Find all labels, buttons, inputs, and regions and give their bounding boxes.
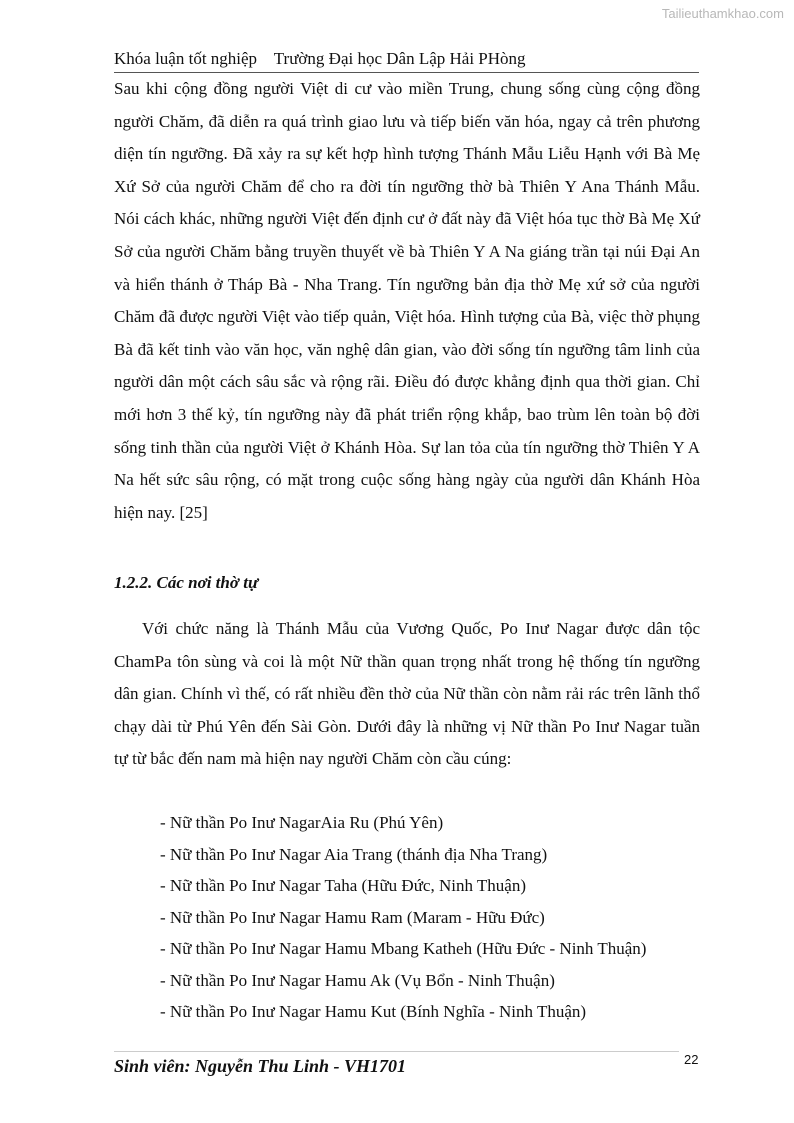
list-item: - Nữ thần Po Inư Nagar Hamu Mbang Katheh (Hữu Đức - Ninh Thuận) (160, 939, 647, 958)
body-paragraph-2: Với chức năng là Thánh Mẫu của Vương Quốc, Po Inư Nagar được dân tộc ChamPa tôn sùng và coi là một Nữ thần quan trọng nhất trong hệ thống tín ngưỡng dân gian. Chính vì thế, có rất nhiều đền thờ của Nữ thần còn nằm rải rác trên lãnh thổ chạy dài từ Phú Yên đến Sài Gòn. Dưới đây là những vị Nữ thần Po Inư Nagar tuần tự từ bắc đến nam mà hiện nay người Chăm còn cầu cúng: (114, 619, 700, 769)
list-item: - Nữ thần Po Inư NagarAia Ru (Phú Yên) (160, 813, 444, 832)
watermark-text: Tailieuthamkhao.com (661, 6, 784, 21)
list-item: - Nữ thần Po Inư Nagar Aia Trang (thánh địa Nha Trang) (160, 844, 548, 864)
footer-divider (114, 1051, 679, 1052)
header-university: Trường Đại học Dân Lập Hải PHòng (273, 49, 526, 68)
section-heading: 1.2.2. Các nơi thờ tự (114, 573, 259, 592)
page-header (114, 48, 699, 73)
list-item: - Nữ thần Po Inư Nagar Hamu Kut (Bính Nghĩa - Ninh Thuận) (160, 1002, 587, 1021)
list-item: - Nữ thần Po Inư Nagar Hamu Ak (Vụ Bổn - Ninh Thuận) (160, 970, 555, 990)
goddess-list (160, 807, 646, 1028)
body-paragraph-1: Sau khi cộng đồng người Việt di cư vào miền Trung, chung sống cùng cộng đồng người Chăm, đã diễn ra quá trình giao lưu và tiếp biến văn hóa, ngay cả trên phương diện tín ngưỡng. Đã xảy ra sự kết hợp hình tượng Thánh Mẫu Liễu Hạnh với Bà Mẹ Xứ Sở của người Chăm để cho ra đời tín ngưỡng thờ bà Thiên Y Ana Thánh Mẫu. Nói cách khác, những người Việt đến định cư ở đất này đã Việt hóa tục thờ Bà Mẹ Xứ Sở của người Chăm bằng truyền thuyết về bà Thiên Y A Na giáng trần tại núi Đại An và hiển thánh ở Tháp Bà - Nha Trang. Tín ngưỡng bản địa thờ Mẹ xứ sở của người Chăm đã được người Việt vào tiếp quản, Việt hóa. Hình tượng của Bà, việc thờ phụng Bà đã kết tinh vào văn học, văn nghệ dân gian, vào đời sống tín ngưỡng tâm linh của người dân một cách sâu sắc và rộng rãi. Điều đó được khẳng định qua thời gian. Chỉ mới hơn 3 thế kỷ, tín ngưỡng này đã phát triển rộng khắp, bao trùm lên toàn bộ đời sống tinh thần của người Việt ở Khánh Hòa. Sự lan tỏa của tín ngưỡng thờ Thiên Y A Na hết sức sâu rộng, có mặt trong cuộc sống hàng ngày của người dân Khánh Hòa hiện nay. [25] (114, 79, 700, 522)
list-item: - Nữ thần Po Inư Nagar Taha (Hữu Đức, Ninh Thuận) (160, 876, 526, 895)
footer-student-name: Sinh viên: Nguyễn Thu Linh - VH1701 (114, 1056, 407, 1076)
list-item: - Nữ thần Po Inư Nagar Hamu Ram (Maram - Hữu Đức) (160, 907, 545, 927)
header-thesis-label: Khóa luận tốt nghiệp (114, 49, 258, 68)
page-number: 22 (684, 1052, 699, 1067)
